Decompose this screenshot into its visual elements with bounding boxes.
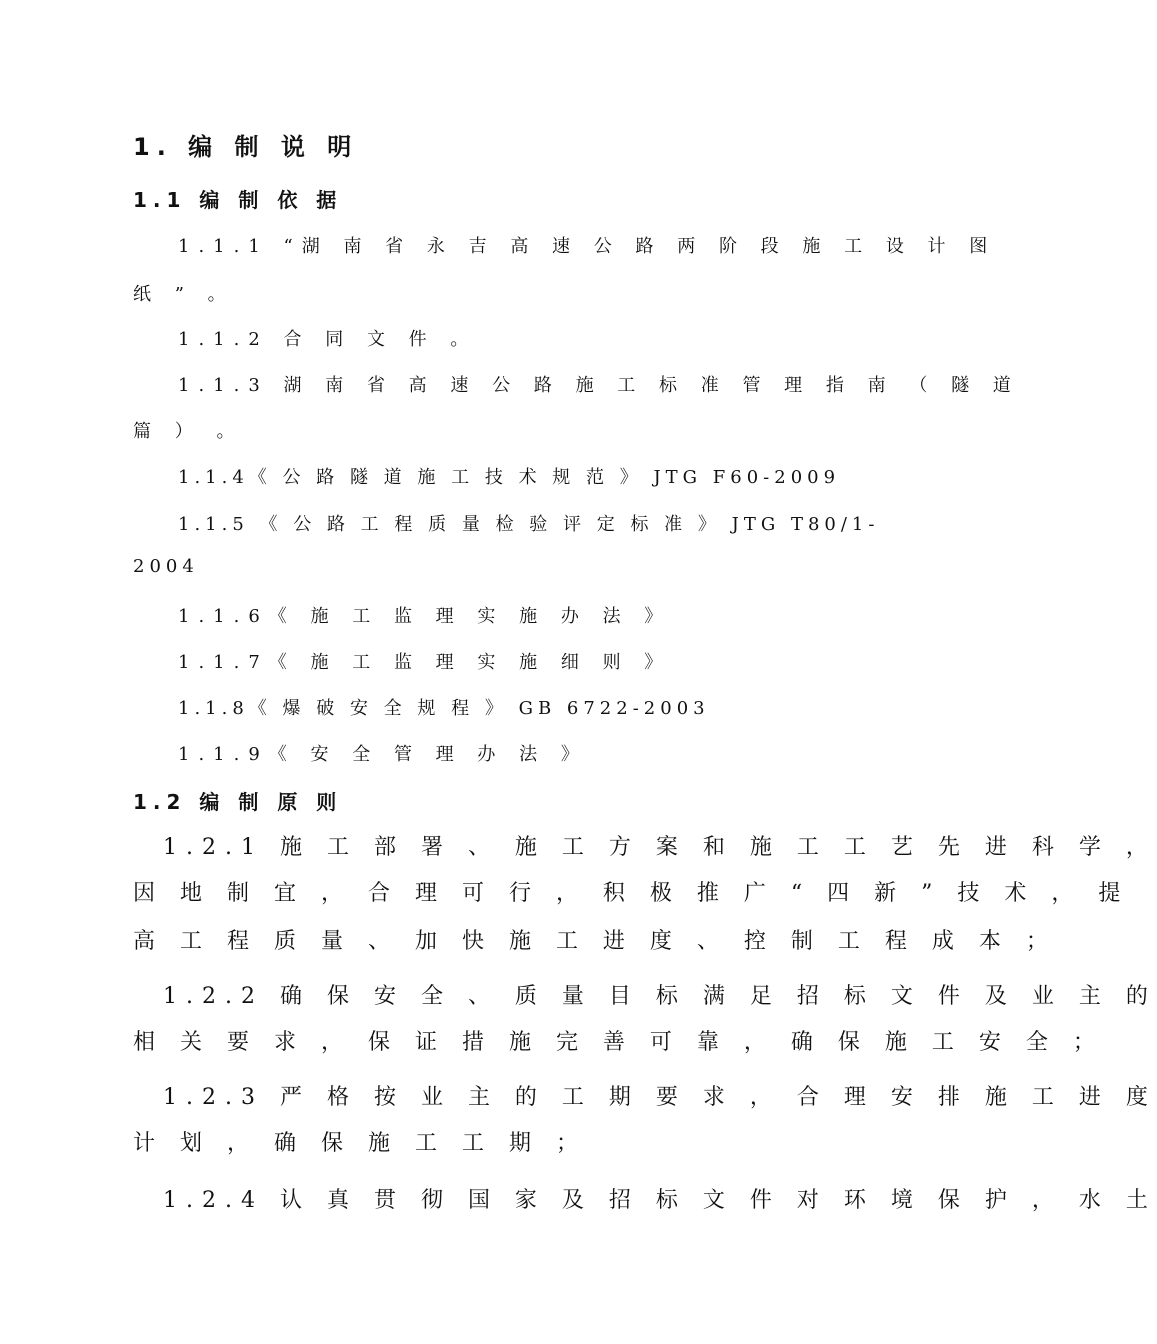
principle-item-3-line1: 1.2.3 严 格 按 业 主 的 工 期 要 求 ， 合 理 安 排 施 工 进 度 [163, 1085, 1157, 1110]
basis-item-3-line2: 篇 ） 。 [133, 421, 244, 442]
basis-item-5-line1: 1.1.5 《 公 路 工 程 质 量 检 验 评 定 标 准 》 JTG T80/1- [178, 514, 880, 535]
basis-item-4: 1.1.4《 公 路 隧 道 施 工 技 术 规 范 》 JTG F60-2009 [178, 467, 841, 488]
principle-item-1-line3: 高 工 程 质 量 、 加 快 施 工 进 度 、 控 制 工 程 成 本 ； [133, 929, 1057, 954]
principle-item-1-line2: 因 地 制 宜 ， 合 理 可 行 ， 积 极 推 广 “ 四 新 ” 技 术 ， 提 [133, 881, 1130, 906]
principle-item-1-line1: 1.2.1 施 工 部 署 、 施 工 方 案 和 施 工 工 艺 先 进 科 学 ， [163, 835, 1157, 860]
basis-item-9: 1.1.9《 安 全 管 理 办 法 》 [178, 744, 588, 765]
basis-item-1-line2: 纸 ” 。 [133, 284, 235, 305]
section-heading-1-1: 1.1 编 制 依 据 [133, 188, 343, 212]
principle-item-4-line1: 1.2.4 认 真 贯 彻 国 家 及 招 标 文 件 对 环 境 保 护 ， 水 土 [163, 1188, 1157, 1213]
basis-item-3-line1: 1.1.3 湖 南 省 高 速 公 路 施 工 标 准 管 理 指 南 （ 隧 道 [178, 375, 1020, 396]
principle-item-2-line2: 相 关 要 求 ， 保 证 措 施 完 善 可 靠 ， 确 保 施 工 安 全 ； [133, 1030, 1104, 1055]
basis-item-7: 1.1.7《 施 工 监 理 实 施 细 则 》 [178, 652, 672, 673]
basis-item-2: 1.1.2 合 同 文 件 。 [178, 329, 478, 350]
doc-title: 1. 编 制 说 明 [133, 133, 359, 161]
section-heading-1-2: 1.2 编 制 原 则 [133, 790, 343, 814]
basis-item-8: 1.1.8《 爆 破 安 全 规 程 》 GB 6722-2003 [178, 698, 710, 719]
principle-item-3-line2: 计 划 ， 确 保 施 工 工 期 ； [133, 1131, 587, 1156]
principle-item-2-line1: 1.2.2 确 保 安 全 、 质 量 目 标 满 足 招 标 文 件 及 业 主 的 [163, 984, 1157, 1009]
basis-item-5-line2: 2004 [133, 556, 199, 577]
basis-item-1-line1: 1.1.1 “湖 南 省 永 吉 高 速 公 路 两 阶 段 施 工 设 计 图 [178, 236, 997, 257]
basis-item-6: 1.1.6《 施 工 监 理 实 施 办 法 》 [178, 606, 672, 627]
